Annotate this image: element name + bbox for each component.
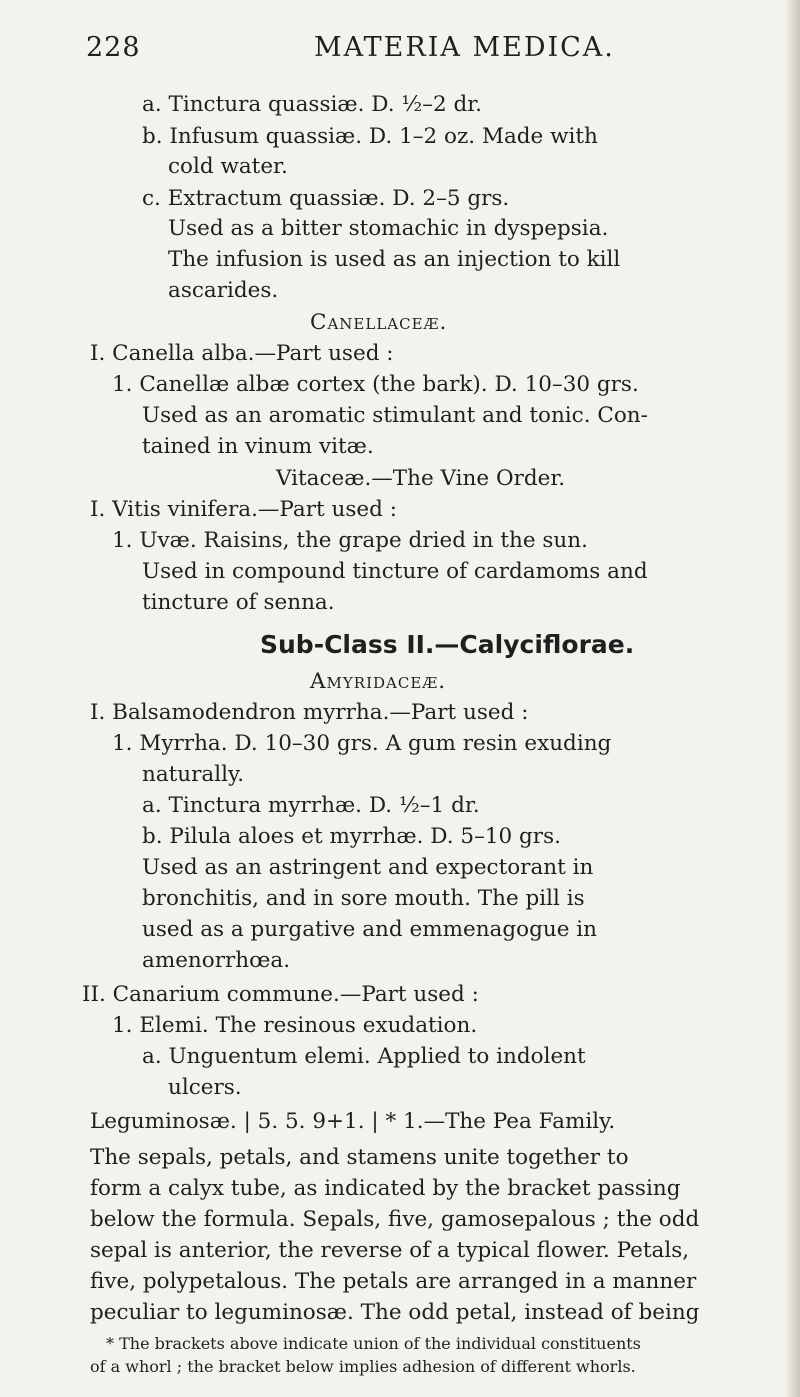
text-line-28: amenorrhœa.: [142, 948, 291, 973]
text-line-6: The infusion is used as an injection to kill: [168, 247, 621, 272]
running-head: MATERIA MEDICA.: [314, 32, 615, 63]
page-number: 228: [86, 32, 141, 63]
text-line-38: five, polypetalous. The petals are arranged in a manner: [90, 1269, 697, 1294]
page-edge-shadow: [786, 0, 800, 1397]
text-line-7: ascarides.: [168, 278, 279, 303]
text-line-23: a. Tinctura myrrhæ. D. ½–1 dr.: [142, 793, 480, 818]
text-line-34: The sepals, petals, and stamens unite together to: [90, 1145, 629, 1170]
text-line-8: Canellaceæ.: [310, 310, 448, 335]
text-line-33: Leguminosæ. | 5. 5. 9+1. | * 1.—The Pea Family.: [90, 1109, 616, 1134]
text-line-10: 1. Canellæ albæ cortex (the bark). D. 10–30 grs.: [112, 372, 639, 397]
text-line-9: I. Canella alba.—Part used :: [90, 341, 394, 366]
text-line-37: sepal is anterior, the reverse of a typical flower. Petals,: [90, 1238, 690, 1263]
text-line-20: I. Balsamodendron myrrha.—Part used :: [90, 700, 529, 725]
text-line-30: 1. Elemi. The resinous exudation.: [112, 1013, 478, 1038]
text-line-15: 1. Uvæ. Raisins, the grape dried in the sun.: [112, 528, 588, 553]
text-line-3: cold water.: [168, 154, 288, 179]
text-line-18: Sub-Class II.—Calyciflorae.: [260, 630, 635, 659]
text-line-27: used as a purgative and emmenagogue in: [142, 917, 597, 942]
text-line-2: b. Infusum quassiæ. D. 1–2 oz. Made with: [142, 124, 598, 149]
text-line-14: I. Vitis vinifera.—Part used :: [90, 497, 397, 522]
text-line-29: II. Canarium commune.—Part used :: [82, 982, 479, 1007]
text-line-17: tincture of senna.: [142, 590, 335, 615]
text-line-32: ulcers.: [168, 1075, 242, 1100]
text-line-21: 1. Myrrha. D. 10–30 grs. A gum resin exuding: [112, 731, 612, 756]
footnote-line-2: of a whorl ; the bracket below implies adhesion of different whorls.: [90, 1357, 636, 1376]
text-line-22: naturally.: [142, 762, 245, 787]
text-line-25: Used as an astringent and expectorant in: [142, 855, 594, 880]
text-line-24: b. Pilula aloes et myrrhæ. D. 5–10 grs.: [142, 824, 561, 849]
text-line-35: form a calyx tube, as indicated by the bracket passing: [90, 1176, 681, 1201]
text-line-4: c. Extractum quassiæ. D. 2–5 grs.: [142, 186, 510, 211]
page-header: [86, 32, 776, 72]
text-line-31: a. Unguentum elemi. Applied to indolent: [142, 1044, 586, 1069]
text-line-19: Amyridaceæ.: [310, 669, 447, 694]
text-line-11: Used as an aromatic stimulant and tonic. Con-: [142, 403, 648, 428]
text-line-12: tained in vinum vitæ.: [142, 434, 374, 459]
footnote-line-1: * The brackets above indicate union of the individual constituents: [106, 1334, 641, 1353]
text-line-36: below the formula. Sepals, five, gamosepalous ; the odd: [90, 1207, 700, 1232]
text-line-26: bronchitis, and in sore mouth. The pill is: [142, 886, 585, 911]
text-line-16: Used in compound tincture of cardamoms and: [142, 559, 648, 584]
text-line-39: peculiar to leguminosæ. The odd petal, instead of being: [90, 1300, 700, 1325]
text-line-1: a. Tinctura quassiæ. D. ½–2 dr.: [142, 92, 483, 117]
text-line-5: Used as a bitter stomachic in dyspepsia.: [168, 216, 609, 241]
text-line-13: Vitaceæ.—The Vine Order.: [276, 466, 566, 491]
